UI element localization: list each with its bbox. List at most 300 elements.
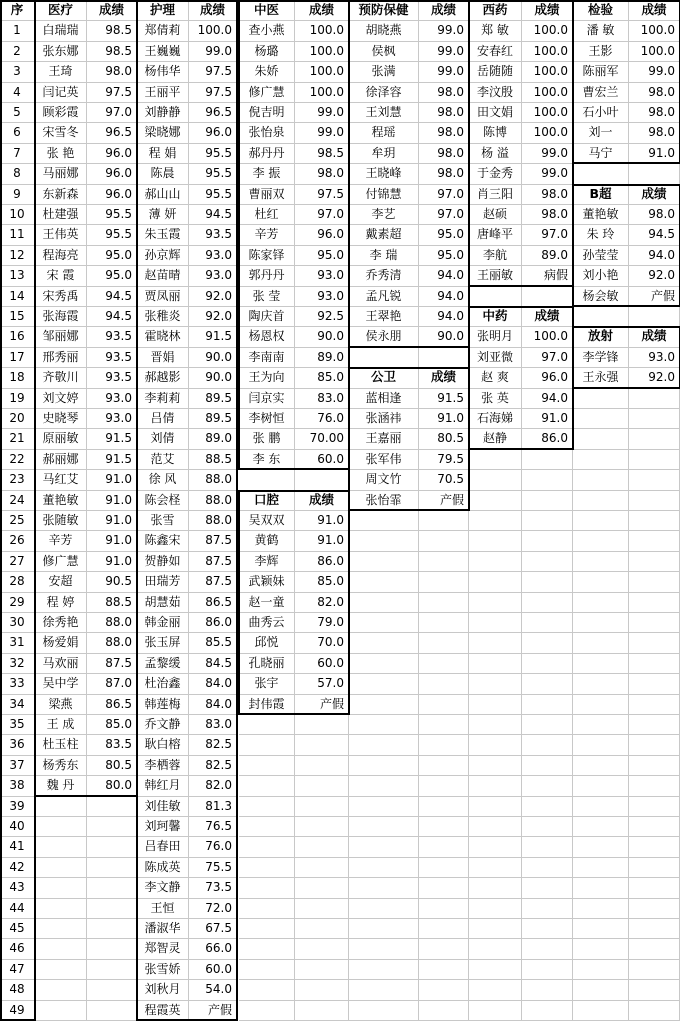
staff-name: 孟黎缓 [137,653,189,674]
staff-name: 郝丹丹 [239,143,295,164]
staff-name: 刘一 [573,122,629,143]
row-index: 35 [0,714,35,735]
staff-score: 93.0 [189,265,237,286]
staff-score: 76.0 [295,408,349,429]
section-title: 口腔 [239,490,295,511]
grid-cell [573,857,629,878]
row-index: 15 [0,306,35,327]
grid-cell [573,898,629,919]
staff-score: 85.0 [87,714,137,735]
staff-name: 郝丽娜 [35,449,87,470]
staff-score: 98.5 [87,20,137,41]
grid-cell [469,959,522,980]
grid-cell [349,510,419,531]
staff-name: 董艳敏 [35,490,87,511]
grid-cell [349,714,419,735]
staff-score: 96.0 [522,367,573,388]
grid-cell [573,734,629,755]
staff-score: 91.0 [295,510,349,531]
grid-cell [469,755,522,776]
row-index: 43 [0,877,35,898]
staff-score: 86.0 [295,551,349,572]
grid-cell [469,612,522,633]
staff-name: 石海娣 [469,408,522,429]
staff-score: 79.0 [295,612,349,633]
staff-name: 吴中学 [35,673,87,694]
staff-name: 曲秀云 [239,612,295,633]
grid-cell [349,755,419,776]
staff-score: 70.0 [295,632,349,653]
staff-name: 陈鑫宋 [137,530,189,551]
staff-score: 89.5 [189,388,237,409]
staff-score: 94.5 [629,224,680,245]
grid-cell [35,918,87,939]
grid-cell [349,347,419,368]
row-index: 48 [0,979,35,1000]
staff-name: 魏 丹 [35,775,87,796]
row-index: 31 [0,632,35,653]
grid-cell [522,755,573,776]
staff-name: 杜治鑫 [137,673,189,694]
grid-cell [35,857,87,878]
grid-cell [629,571,680,592]
grid-cell [573,959,629,980]
staff-name: 梁燕 [35,694,87,715]
grid-cell [349,857,419,878]
row-index: 28 [0,571,35,592]
staff-score: 99.0 [295,102,349,123]
grid-cell [629,510,680,531]
grid-cell [522,775,573,796]
staff-name: 马欢丽 [35,653,87,674]
staff-score: 94.0 [419,306,469,327]
row-index: 10 [0,204,35,225]
row-index: 1 [0,20,35,41]
staff-name: 邢秀丽 [35,347,87,368]
row-index: 32 [0,653,35,674]
grid-cell [629,653,680,674]
grid-cell [573,694,629,715]
row-index: 45 [0,918,35,939]
row-index: 18 [0,367,35,388]
staff-name: 耿白榕 [137,734,189,755]
staff-name: 赵 爽 [469,367,522,388]
staff-score: 72.0 [189,898,237,919]
staff-score: 90.0 [189,367,237,388]
row-index: 42 [0,857,35,878]
grid-cell [573,979,629,1000]
staff-name: 查小燕 [239,20,295,41]
staff-score: 100.0 [522,41,573,62]
staff-score: 91.0 [87,551,137,572]
section-title: 放射 [573,326,629,347]
staff-score: 84.0 [189,673,237,694]
row-index: 26 [0,530,35,551]
row-index: 12 [0,245,35,266]
grid-cell [629,388,680,409]
staff-score: 82.0 [189,775,237,796]
section-title: 护理 [137,0,189,21]
grid-cell [419,510,469,531]
staff-score: 60.0 [295,449,349,470]
row-index: 30 [0,612,35,633]
staff-name: 王嘉丽 [349,428,419,449]
staff-score: 87.5 [189,571,237,592]
staff-score: 97.0 [419,184,469,205]
staff-name: 牟玥 [349,143,419,164]
staff-score: 98.0 [522,184,573,205]
section-title: 预防保健 [349,0,419,21]
grid-cell [573,388,629,409]
grid-cell [629,428,680,449]
staff-score: 93.5 [87,347,137,368]
grid-cell [87,836,137,857]
grid-cell [87,877,137,898]
grid-cell [522,510,573,531]
staff-name: 王晓峰 [349,163,419,184]
row-index: 25 [0,510,35,531]
staff-score: 91.5 [87,428,137,449]
grid-cell [469,898,522,919]
grid-cell [349,959,419,980]
staff-name: 张明月 [469,326,522,347]
staff-score: 91.5 [189,326,237,347]
row-index: 9 [0,184,35,205]
grid-cell [469,632,522,653]
staff-score: 76.5 [189,816,237,837]
staff-name: 闫京实 [239,388,295,409]
staff-score: 89.5 [189,408,237,429]
grid-cell [469,653,522,674]
staff-score: 81.3 [189,796,237,817]
row-index: 17 [0,347,35,368]
staff-score: 100.0 [189,20,237,41]
grid-cell [629,469,680,490]
staff-score: 97.5 [295,184,349,205]
grid-cell [419,877,469,898]
grid-cell [295,775,349,796]
staff-name: 王伟英 [35,224,87,245]
staff-score: 98.0 [629,204,680,225]
section-title: B超 [573,184,629,205]
row-index: 13 [0,265,35,286]
staff-name: 徐泽容 [349,82,419,103]
grid-cell [629,592,680,613]
grid-cell [522,959,573,980]
grid-cell [87,796,137,817]
staff-score: 100.0 [522,61,573,82]
grid-cell [573,714,629,735]
staff-score: 91.5 [419,388,469,409]
staff-name: 侯永朋 [349,326,419,347]
grid-cell [295,918,349,939]
staff-name: 刘亚微 [469,347,522,368]
staff-score: 83.0 [295,388,349,409]
staff-name: 岳随随 [469,61,522,82]
staff-score: 91.0 [295,530,349,551]
staff-score: 91.0 [522,408,573,429]
staff-score: 91.0 [87,510,137,531]
staff-name: 杜建强 [35,204,87,225]
staff-name: 刘佳敏 [137,796,189,817]
staff-name: 张海霞 [35,306,87,327]
grid-cell [295,979,349,1000]
grid-cell [35,816,87,837]
grid-cell [419,857,469,878]
staff-name: 李南南 [239,347,295,368]
staff-name: 宋 霞 [35,265,87,286]
grid-cell [419,775,469,796]
grid-cell [419,796,469,817]
staff-score: 98.0 [419,122,469,143]
grid-cell [629,979,680,1000]
staff-score: 88.0 [87,612,137,633]
row-index: 11 [0,224,35,245]
grid-cell [239,816,295,837]
grid-cell [419,632,469,653]
score-header: 成绩 [295,0,349,21]
grid-cell [469,816,522,837]
grid-cell [522,816,573,837]
staff-score: 98.5 [87,41,137,62]
grid-cell [419,898,469,919]
row-index: 40 [0,816,35,837]
staff-score: 93.0 [87,388,137,409]
grid-cell [573,469,629,490]
grid-cell [573,877,629,898]
grid-cell [573,428,629,449]
grid-cell [522,796,573,817]
grid-cell [239,1000,295,1021]
staff-score: 93.0 [295,265,349,286]
grid-cell [573,938,629,959]
row-index: 29 [0,592,35,613]
grid-cell [522,979,573,1000]
staff-name: 朱 玲 [573,224,629,245]
grid-cell [35,938,87,959]
grid-cell [469,530,522,551]
staff-score: 70.5 [419,469,469,490]
staff-name: 李辉 [239,551,295,572]
staff-score: 90.0 [419,326,469,347]
score-header: 成绩 [522,306,573,327]
staff-score: 87.0 [87,673,137,694]
row-index: 6 [0,122,35,143]
staff-name: 孔晓丽 [239,653,295,674]
grid-cell [522,612,573,633]
row-index: 14 [0,286,35,307]
grid-cell [349,612,419,633]
staff-score: 67.5 [189,918,237,939]
staff-score: 100.0 [295,20,349,41]
staff-score: 98.0 [419,163,469,184]
grid-cell [522,571,573,592]
staff-score: 92.0 [629,265,680,286]
grid-cell [573,449,629,470]
staff-name: 周文竹 [349,469,419,490]
staff-score: 98.0 [419,143,469,164]
grid-cell [629,734,680,755]
staff-score: 91.0 [87,490,137,511]
row-index: 41 [0,836,35,857]
staff-score: 产假 [189,1000,237,1021]
staff-name: 孙京辉 [137,245,189,266]
staff-score: 产假 [295,694,349,715]
grid-cell [629,755,680,776]
staff-name: 王丽平 [137,82,189,103]
grid-cell [419,571,469,592]
staff-score: 98.0 [419,82,469,103]
grid-cell [349,530,419,551]
staff-name: 郝山山 [137,184,189,205]
staff-score: 97.0 [295,204,349,225]
staff-name: 修广慧 [35,551,87,572]
staff-score: 99.0 [419,41,469,62]
grid-cell [295,816,349,837]
grid-cell [295,877,349,898]
staff-name: 张 艳 [35,143,87,164]
staff-score: 98.0 [629,122,680,143]
grid-cell [419,938,469,959]
staff-score: 100.0 [522,326,573,347]
staff-name: 乔文静 [137,714,189,735]
staff-name: 孙莹莹 [573,245,629,266]
grid-cell [295,938,349,959]
staff-name: 宋秀禹 [35,286,87,307]
staff-score: 86.5 [189,592,237,613]
staff-name: 吕春田 [137,836,189,857]
grid-cell [629,816,680,837]
staff-name: 孟凡锐 [349,286,419,307]
grid-cell [419,592,469,613]
grid-cell [349,1000,419,1021]
grid-cell [419,551,469,572]
staff-score: 97.5 [87,82,137,103]
row-index: 7 [0,143,35,164]
staff-score: 80.5 [419,428,469,449]
staff-name: 乔秀清 [349,265,419,286]
staff-name: 郑智灵 [137,938,189,959]
staff-name: 李艺 [349,204,419,225]
staff-name: 刘静静 [137,102,189,123]
grid-cell [522,490,573,511]
staff-name: 程 娟 [137,143,189,164]
grid-cell [629,714,680,735]
staff-score: 96.0 [295,224,349,245]
grid-cell [87,938,137,959]
staff-name: 王翠艳 [349,306,419,327]
staff-name: 辛芳 [239,224,295,245]
staff-name: 白瑞瑞 [35,20,87,41]
staff-name: 赵一童 [239,592,295,613]
grid-cell [349,938,419,959]
grid-cell [295,836,349,857]
row-index: 33 [0,673,35,694]
grid-cell [469,775,522,796]
staff-score: 93.0 [295,286,349,307]
grid-cell [573,571,629,592]
staff-score: 85.0 [295,571,349,592]
grid-cell [419,959,469,980]
grid-cell [522,632,573,653]
staff-name: 修广慧 [239,82,295,103]
grid-cell [629,898,680,919]
staff-name: 张满 [349,61,419,82]
staff-score: 86.5 [87,694,137,715]
staff-score: 95.0 [295,245,349,266]
staff-name: 赵苗晴 [137,265,189,286]
grid-cell [573,816,629,837]
staff-score: 87.5 [87,653,137,674]
row-index: 36 [0,734,35,755]
staff-score: 100.0 [522,20,573,41]
staff-score: 89.0 [522,245,573,266]
staff-score: 100.0 [295,82,349,103]
row-index: 39 [0,796,35,817]
staff-name: 李栖蓉 [137,755,189,776]
grid-cell [469,694,522,715]
staff-name: 杨秀东 [35,755,87,776]
staff-score: 88.0 [189,469,237,490]
staff-name: 侯枫 [349,41,419,62]
row-index: 19 [0,388,35,409]
grid-cell [419,734,469,755]
staff-name: 杨爱娟 [35,632,87,653]
staff-score: 96.0 [189,122,237,143]
staff-name: 王巍巍 [137,41,189,62]
staff-name: 陈丽军 [573,61,629,82]
staff-name: 封伟霞 [239,694,295,715]
staff-score: 94.5 [87,286,137,307]
staff-score: 83.5 [87,734,137,755]
staff-score: 95.0 [419,245,469,266]
staff-name: 胡慧茹 [137,592,189,613]
grid-cell [573,673,629,694]
index-header: 序 [0,0,35,21]
grid-cell [573,1000,629,1021]
staff-score: 93.5 [87,367,137,388]
staff-name: 程 婷 [35,592,87,613]
grid-cell [629,530,680,551]
staff-name: 张玉屏 [137,632,189,653]
row-index: 49 [0,1000,35,1021]
grid-cell [573,490,629,511]
staff-name: 刘珂馨 [137,816,189,837]
grid-cell [469,734,522,755]
staff-score: 98.0 [87,61,137,82]
staff-score: 54.0 [189,979,237,1000]
staff-name: 王刘慧 [349,102,419,123]
staff-score: 100.0 [629,41,680,62]
grid-cell [469,469,522,490]
staff-score: 99.0 [419,61,469,82]
staff-score: 94.0 [419,265,469,286]
staff-name: 董艳敏 [573,204,629,225]
staff-name: 李学锋 [573,347,629,368]
staff-name: 黄鹤 [239,530,295,551]
staff-score: 95.5 [189,143,237,164]
staff-name: 杨伟华 [137,61,189,82]
grid-cell [469,796,522,817]
staff-score: 99.0 [522,143,573,164]
staff-name: 李汶殷 [469,82,522,103]
staff-score: 96.5 [189,102,237,123]
staff-name: 石小叶 [573,102,629,123]
grid-cell [469,571,522,592]
grid-cell [469,714,522,735]
staff-score: 95.5 [87,224,137,245]
staff-score: 95.5 [87,204,137,225]
